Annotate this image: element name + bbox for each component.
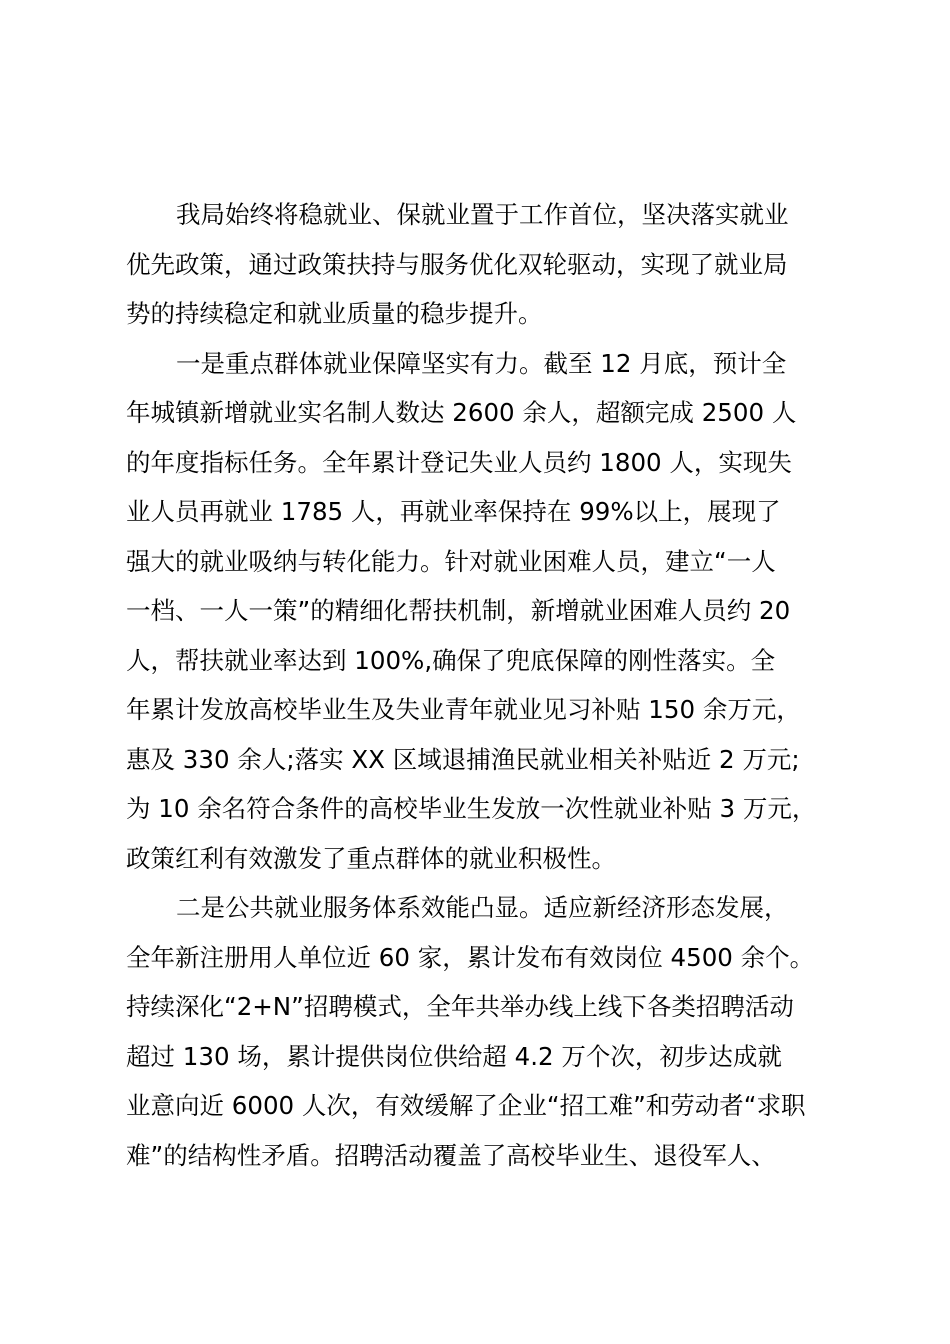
paragraph-2-line-10: 为 10 余名符合条件的高校毕业生发放一次性就业补贴 3 万元， bbox=[126, 794, 817, 823]
paragraph-2-line-5: 强大的就业吸纳与转化能力。针对就业困难人员，建立“一人 bbox=[126, 546, 776, 576]
document-body bbox=[126, 190, 850, 1180]
paragraph-3-line-1: 二是公共就业服务体系效能凸显。适应新经济形态发展， bbox=[176, 893, 789, 922]
paragraph-2-line-1: 一是重点群体就业保障坚实有力。截至 12 月底，预计全 bbox=[176, 348, 787, 378]
paragraph-3-line-3: 持续深化“2+N”招聘模式，全年共举办线上线下各类招聘活动 bbox=[126, 992, 794, 1021]
paragraph-3-line-4: 超过 130 场，累计提供岗位供给超 4.2 万个次，初步达成就 bbox=[126, 1041, 782, 1071]
paragraph-1-line-2: 优先政策，通过政策扶持与服务优化双轮驱动，实现了就业局 bbox=[126, 249, 788, 279]
paragraph-2-line-3: 的年度指标任务。全年累计登记失业人员约 1800 人，实现失 bbox=[126, 447, 792, 477]
paragraph-3-line-5: 业意向近 6000 人次，有效缓解了企业“招工难”和劳动者“求职 bbox=[126, 1091, 806, 1120]
paragraph-1-line-1: 我局始终将稳就业、保就业置于工作首位，坚决落实就业 bbox=[176, 200, 789, 229]
paragraph-2-line-8: 年累计发放高校毕业生及失业青年就业见习补贴 150 余万元， bbox=[126, 695, 801, 724]
paragraph-3-line-2: 全年新注册用人单位近 60 家，累计发布有效岗位 4500 余个。 bbox=[126, 942, 815, 972]
paragraph-2-line-7: 人，帮扶就业率达到 100%,确保了兜底保障的刚性落实。全 bbox=[126, 645, 776, 675]
paragraph-3-line-6: 难”的结构性矛盾。招聘活动覆盖了高校毕业生、退役军人、 bbox=[126, 1140, 776, 1170]
paragraph-2-line-9: 惠及 330 余人;落实 XX 区域退捕渔民就业相关补贴近 2 万元; bbox=[126, 744, 800, 774]
paragraph-2-line-11: 政策红利有效激发了重点群体的就业积极性。 bbox=[126, 843, 616, 873]
paragraph-2-line-6: 一档、一人一策”的精细化帮扶机制，新增就业困难人员约 20 bbox=[126, 596, 791, 625]
paragraph-1-line-3: 势的持续稳定和就业质量的稳步提升。 bbox=[126, 299, 543, 328]
paragraph-2-line-4: 业人员再就业 1785 人，再就业率保持在 99%以上，展现了 bbox=[126, 497, 781, 526]
paragraph-2-line-2: 年城镇新增就业实名制人数达 2600 余人，超额完成 2500 人 bbox=[126, 398, 797, 427]
